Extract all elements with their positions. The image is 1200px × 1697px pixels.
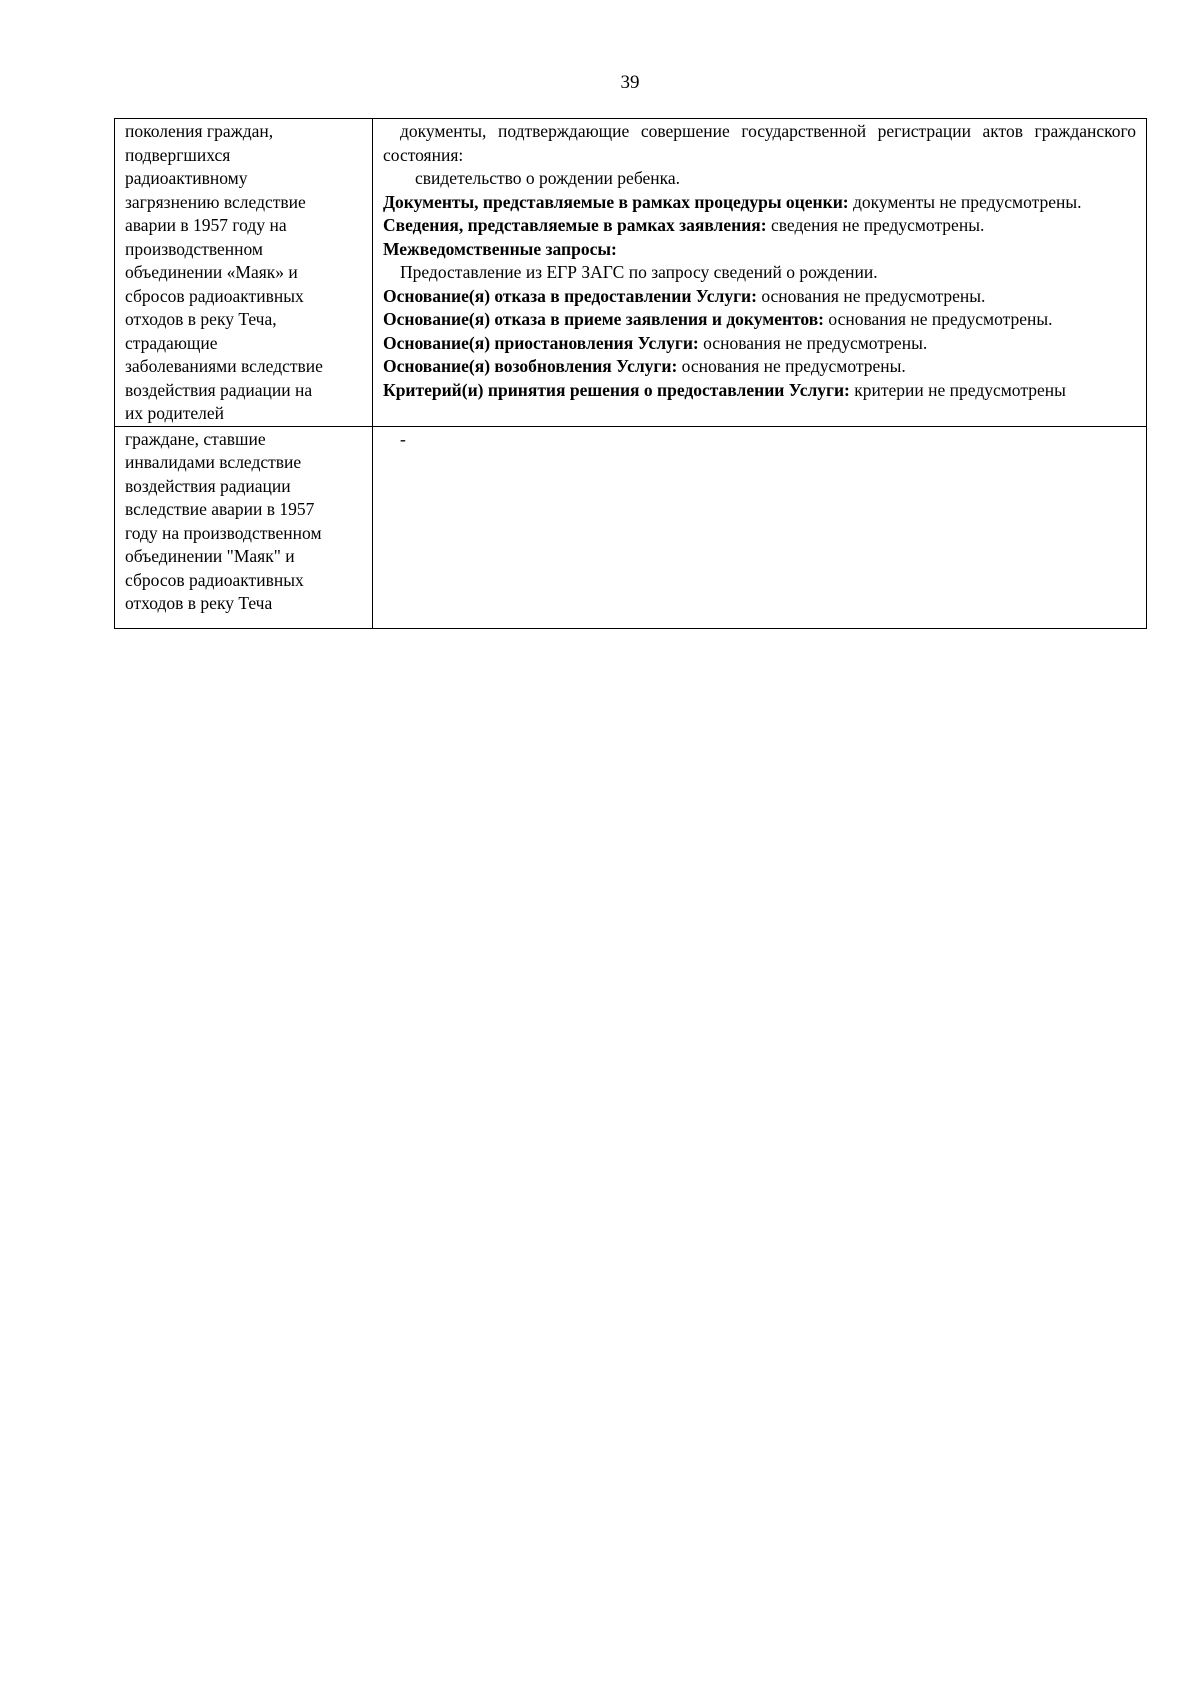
category-line: загрязнению вследствие — [125, 191, 306, 212]
service-details-cell — [373, 426, 1147, 628]
category-line: отходов в реку Теча, — [125, 309, 277, 329]
category-line: инвалидами вследствие — [125, 452, 302, 472]
birth-certificate-text: свидетельство о рождении ребенка. — [415, 168, 681, 188]
category-line: аварии в 1957 году на — [125, 215, 287, 235]
criteria-label: Критерий(и) принятия решения о предоставлении Услуги: — [383, 379, 850, 400]
category-line: сбросов радиоактивных — [125, 569, 304, 590]
assessment-docs-label: Документы, представляемые в рамках процедуры оценки: — [383, 191, 849, 212]
criteria-paragraph — [383, 379, 1136, 403]
application-info-paragraph — [383, 214, 1136, 238]
page-number: 39 — [620, 72, 640, 93]
applicant-category-cell — [115, 119, 373, 427]
category-line: воздействия радиации на — [125, 379, 313, 400]
resumption-value: основания не предусмотрены. — [677, 356, 906, 376]
suspension-label: Основание(я) приостановления Услуги: — [383, 332, 699, 353]
category-line: объединении "Маяк" и — [125, 546, 295, 566]
assessment-docs-value: документы не предусмотрены. — [848, 191, 1082, 212]
category-line: граждане, ставшие — [125, 428, 266, 449]
suspension-paragraph — [383, 332, 1136, 356]
refusal-acceptance-label: Основание(я) отказа в приеме заявления и документов: — [383, 309, 825, 329]
refusal-service-label: Основание(я) отказа в предоставлении Услуги: — [383, 285, 757, 306]
category-line: отходов в реку Теча — [125, 593, 273, 613]
category-line: поколения граждан, — [125, 121, 274, 141]
application-info-value: сведения не предусмотрены. — [766, 215, 985, 235]
refusal-acceptance-paragraph — [383, 308, 1136, 332]
service-details-cell — [373, 119, 1147, 427]
table-row — [115, 426, 1147, 628]
category-line: заболеваниями вследствие — [125, 356, 323, 376]
assessment-docs-paragraph — [383, 191, 1136, 215]
service-details-table — [114, 118, 1147, 629]
criteria-value: критерии не предусмотрены — [849, 379, 1066, 400]
category-line: их родителей — [125, 403, 225, 423]
refusal-acceptance-value: основания не предусмотрены. — [824, 309, 1053, 329]
applicant-category-cell — [115, 426, 373, 628]
refusal-service-paragraph — [383, 285, 1136, 309]
category-line: страдающие — [125, 332, 218, 353]
category-line: производственном — [125, 238, 264, 259]
interagency-label: Межведомственные запросы: — [383, 238, 617, 259]
category-line: сбросов радиоактивных — [125, 285, 304, 306]
refusal-service-value: основания не предусмотрены. — [756, 285, 986, 306]
category-line: вследствие аварии в 1957 — [125, 499, 315, 519]
suspension-value: основания не предусмотрены. — [698, 332, 928, 353]
category-line: подвергшихся — [125, 144, 231, 165]
category-line: воздействия радиации — [125, 475, 291, 496]
table-row — [115, 119, 1147, 427]
docs-confirming-text: документы, подтверждающие совершение государственной регистрации актов гражданского состояния: — [383, 121, 1136, 165]
category-line: объединении «Маяк» и — [125, 262, 298, 282]
resumption-label: Основание(я) возобновления Услуги: — [383, 356, 678, 376]
application-info-label: Сведения, представляемые в рамках заявления: — [383, 215, 767, 235]
category-line: году на производственном — [125, 522, 322, 543]
category-line: радиоактивному — [125, 168, 248, 188]
resumption-paragraph — [383, 355, 1136, 379]
interagency-value: Предоставление из ЕГР ЗАГС по запросу сведений о рождении. — [400, 262, 878, 282]
empty-dash: - — [400, 428, 406, 449]
